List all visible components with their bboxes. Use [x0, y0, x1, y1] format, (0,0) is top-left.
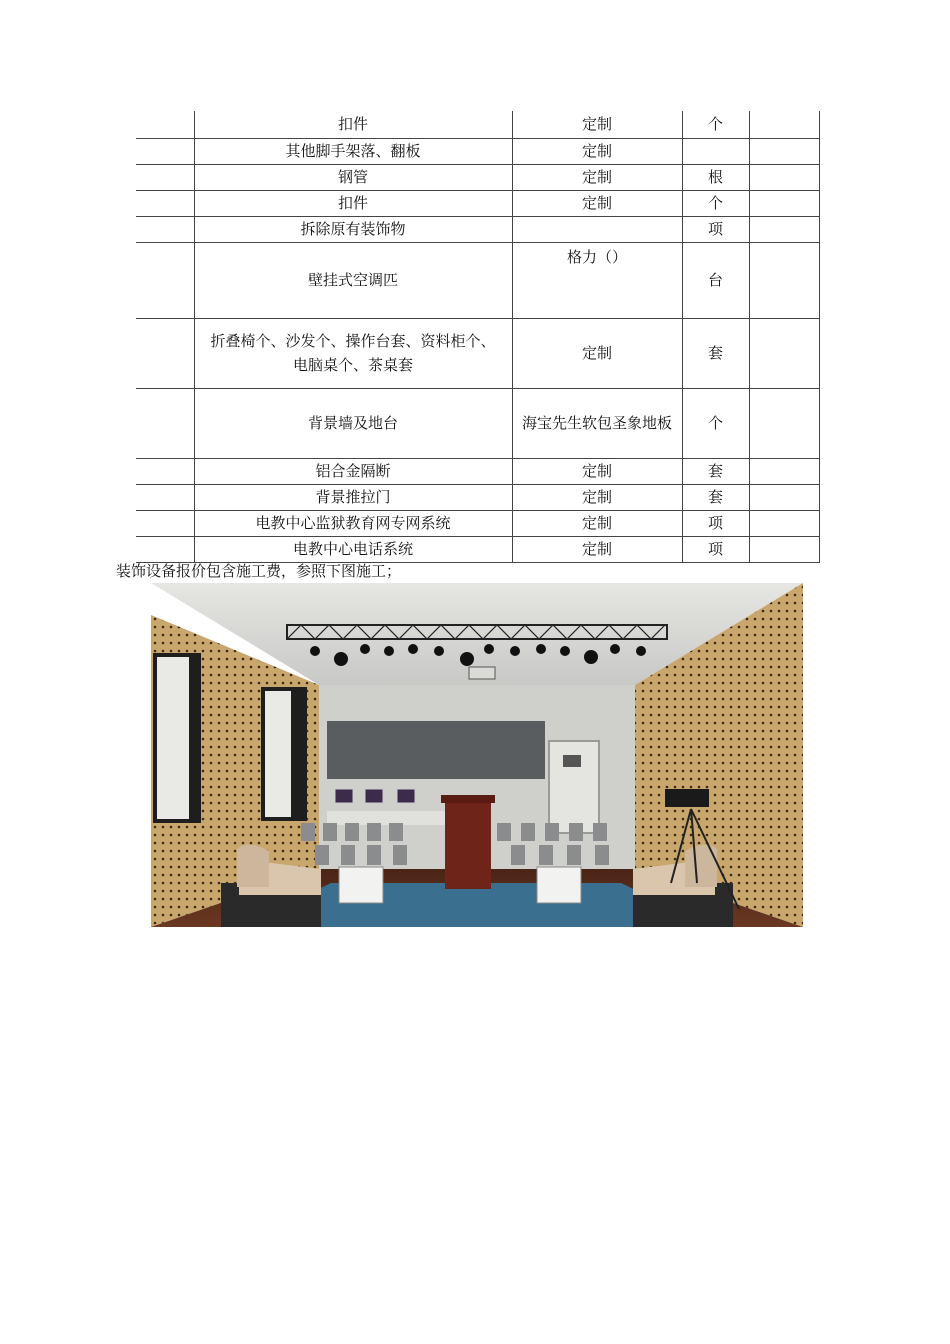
unit-cell: 项: [682, 510, 749, 536]
table-row: [136, 318, 819, 388]
conference-room-rendering: [151, 583, 803, 927]
spec-cell: 定制: [512, 458, 682, 484]
item-cell: 背景墙及地台: [194, 388, 512, 458]
table-row: [136, 458, 819, 484]
extra-cell: [749, 190, 819, 216]
item-cell: 电教中心电话系统: [194, 536, 512, 562]
extra-cell: [749, 388, 819, 458]
unit-cell: 套: [682, 318, 749, 388]
item-cell: 壁挂式空调匹: [194, 242, 512, 318]
table-row: [136, 510, 819, 536]
podium: [445, 797, 491, 889]
index-cell: [136, 138, 194, 164]
spec-cell: 定制: [512, 318, 682, 388]
unit-cell: [682, 138, 749, 164]
unit-cell: 台: [682, 242, 749, 318]
projector: [469, 667, 495, 679]
index-cell: [136, 388, 194, 458]
item-cell: 拆除原有装饰物: [194, 216, 512, 242]
extra-cell: [749, 242, 819, 318]
spec-cell: 定制: [512, 164, 682, 190]
unit-cell: 个: [682, 190, 749, 216]
index-cell: [136, 318, 194, 388]
table-row: [136, 242, 819, 318]
display-screen: [327, 721, 545, 779]
table-row: [136, 216, 819, 242]
extra-cell: [749, 510, 819, 536]
index-cell: [136, 458, 194, 484]
spec-cell: 格力（）: [512, 242, 682, 318]
extra-cell: [749, 111, 819, 138]
index-cell: [136, 242, 194, 318]
unit-cell: 个: [682, 388, 749, 458]
spec-cell: 定制: [512, 111, 682, 138]
tea-table-right: [537, 867, 581, 903]
spec-cell: 海宝先生软包圣象地板: [512, 388, 682, 458]
operator-desk: [327, 811, 447, 825]
equipment-table: [136, 111, 820, 563]
item-cell: 折叠椅个、沙发个、操作台套、资料柜个、电脑桌个、茶桌套: [194, 318, 512, 388]
door: [549, 741, 599, 833]
table-row: [136, 138, 819, 164]
item-cell: 电教中心监狱教育网专网系统: [194, 510, 512, 536]
table-row: [136, 164, 819, 190]
unit-cell: 根: [682, 164, 749, 190]
spec-cell: 定制: [512, 190, 682, 216]
item-cell: 其他脚手架落、翻板: [194, 138, 512, 164]
extra-cell: [749, 216, 819, 242]
table-row: [136, 536, 819, 562]
index-cell: [136, 164, 194, 190]
table-row: [136, 190, 819, 216]
extra-cell: [749, 164, 819, 190]
index-cell: [136, 484, 194, 510]
spec-cell: [512, 216, 682, 242]
spec-cell: 定制: [512, 510, 682, 536]
unit-cell: 个: [682, 111, 749, 138]
index-cell: [136, 510, 194, 536]
tea-table-left: [339, 867, 383, 903]
item-cell: 铝合金隔断: [194, 458, 512, 484]
extra-cell: [749, 318, 819, 388]
photo-caption: 装饰设备报价包含施工费，参照下图施工；: [116, 562, 402, 580]
table-row: [136, 484, 819, 510]
table-row: [136, 111, 819, 138]
spec-cell: 定制: [512, 138, 682, 164]
item-cell: 钢管: [194, 164, 512, 190]
index-cell: [136, 190, 194, 216]
item-cell: 背景推拉门: [194, 484, 512, 510]
extra-cell: [749, 536, 819, 562]
unit-cell: 项: [682, 536, 749, 562]
extra-cell: [749, 484, 819, 510]
index-cell: [136, 111, 194, 138]
extra-cell: [749, 458, 819, 484]
index-cell: [136, 536, 194, 562]
spec-cell: 定制: [512, 484, 682, 510]
item-cell: 扣件: [194, 111, 512, 138]
unit-cell: 项: [682, 216, 749, 242]
unit-cell: 套: [682, 458, 749, 484]
extra-cell: [749, 138, 819, 164]
index-cell: [136, 216, 194, 242]
table-row: [136, 388, 819, 458]
unit-cell: 套: [682, 484, 749, 510]
spec-cell: 定制: [512, 536, 682, 562]
item-cell: 扣件: [194, 190, 512, 216]
